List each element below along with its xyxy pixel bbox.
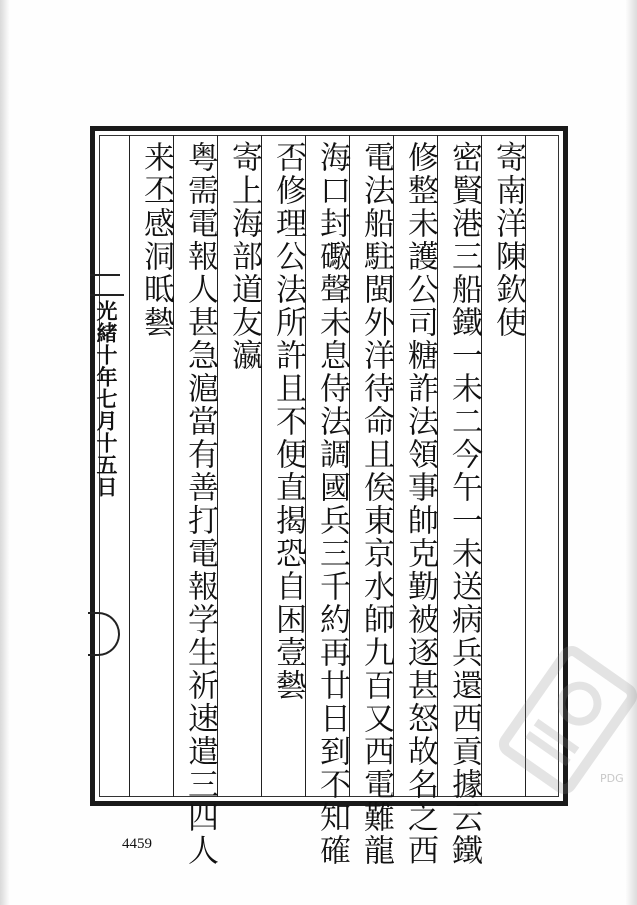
letter-column-8: 粤需電報人甚急滬當有善打電報学生祈速遣三四人	[182, 141, 218, 867]
page-number: 4459	[122, 836, 152, 852]
margin-date: 光緒十年七月十五日	[94, 300, 119, 498]
letter-column-9: 来丕感洞㫝㙯	[138, 141, 174, 339]
column-rule	[129, 135, 130, 797]
fishtail-mark	[90, 268, 124, 296]
letter-column-1: 寄南洋陳欽使	[490, 141, 526, 339]
letter-column-2: 密賢港三船鐵一未二今午一未送病兵還西貢據云鐵	[446, 141, 482, 867]
letter-column-7: 寄上海部道友瀛	[226, 141, 262, 372]
letter-column-6: 否修理公法所許且不便直揭恐自困壹㙯	[270, 141, 306, 702]
letter-column-5: 海口封礮聲未息侍法調國兵三千約再廿日到不知確	[314, 141, 350, 867]
watermark-label: PDG	[600, 772, 624, 785]
page-edge-left	[0, 0, 10, 905]
letter-column-3: 修整未護公司糖詐法領事帥克勤被逐甚怒故名之西	[402, 141, 438, 867]
letter-column-4: 電法船駐閩外洋待命且俟東京水師九百又西電難龍	[358, 141, 394, 867]
